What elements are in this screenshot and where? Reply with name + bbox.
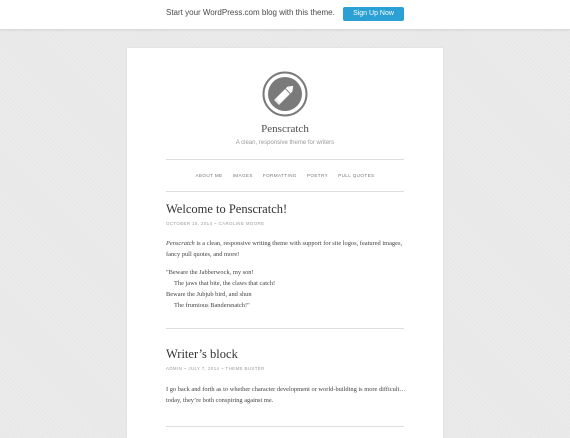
- post-date[interactable]: JULY 7, 2014: [188, 366, 220, 371]
- nav-item-about-me[interactable]: ABOUT ME: [195, 173, 223, 178]
- intro-emphasis: Penscratch: [166, 240, 195, 247]
- sign-up-button[interactable]: Sign Up Now: [343, 7, 404, 21]
- poem-line: The frumious Bandersnatch!": [174, 302, 250, 309]
- post-meta: [166, 366, 265, 371]
- meta-separator: ~: [213, 221, 217, 226]
- nav-item-poetry[interactable]: POETRY: [306, 173, 329, 178]
- main-navigation: [127, 173, 443, 178]
- post-meta: [166, 221, 264, 226]
- site-tagline: A clean, responsive theme for writers: [235, 140, 335, 146]
- header-divider: [166, 159, 404, 160]
- post-excerpt-writers-block: I go back and forth as to whether character development or world-building is more difficult…today, they’re both conspiring against me.: [166, 386, 406, 404]
- intro-text: is a clean, responsive writing theme with support for site logos, featured images, fancy pull quotes, and more!: [166, 240, 403, 258]
- signup-banner: [0, 0, 570, 30]
- post-author[interactable]: CAROLINE MOORE: [218, 221, 265, 226]
- meta-separator: ~: [221, 366, 224, 371]
- poem-line: The jaws that bite, the claws that catch!: [174, 280, 276, 287]
- poem-line: Beware the Jubjub bird, and shun: [166, 291, 252, 298]
- poem-block: [166, 267, 406, 311]
- poem-line: "Beware the Jabberwock, my son!: [166, 269, 254, 276]
- post-category[interactable]: THEME BUSTER: [225, 366, 265, 371]
- nav-item-formatting[interactable]: FORMATTING: [262, 173, 297, 178]
- post-title-writers-block[interactable]: Writer’s block: [166, 347, 238, 361]
- post-date[interactable]: OCTOBER 15, 2014: [166, 221, 213, 226]
- site-title[interactable]: Penscratch: [261, 123, 309, 135]
- nav-item-images[interactable]: IMAGES: [232, 173, 253, 178]
- post-content-welcome: [166, 238, 406, 311]
- post-divider: [166, 328, 404, 329]
- nav-divider: [166, 191, 404, 192]
- post-divider: [166, 426, 404, 427]
- meta-separator: ~: [183, 366, 187, 371]
- pencil-icon[interactable]: [262, 71, 308, 117]
- nav-item-pull-quotes[interactable]: PULL QUOTES: [338, 173, 375, 178]
- post-author[interactable]: ADMIN: [166, 366, 183, 371]
- post-intro: [166, 238, 406, 260]
- banner-text: Start your WordPress.com blog with this theme.: [166, 8, 335, 17]
- post-title-welcome[interactable]: Welcome to Penscratch!: [166, 202, 288, 216]
